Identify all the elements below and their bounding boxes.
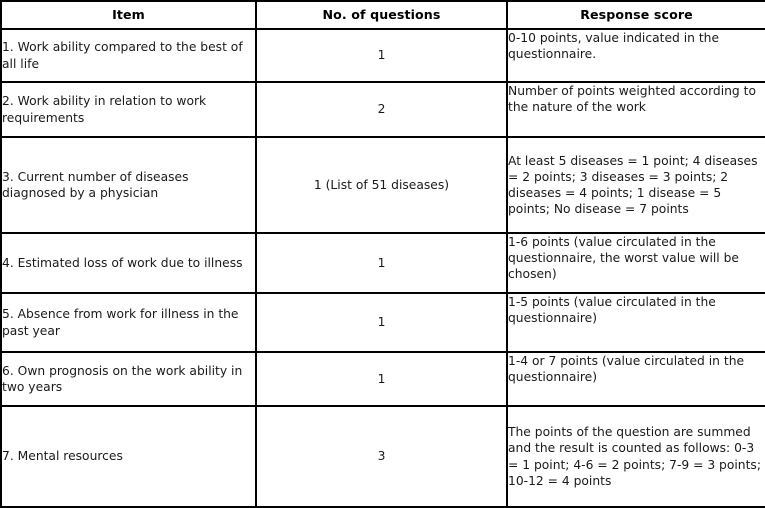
cell-item: 3. Current number of diseases diagnosed by a physician [1, 137, 256, 233]
column-header-score: Response score [507, 1, 765, 29]
table-row [1, 352, 765, 406]
cell-questions: 1 [256, 233, 507, 293]
cell-score: 1-4 or 7 points (value circulated in the questionnaire) [507, 352, 765, 406]
cell-score: At least 5 diseases = 1 point; 4 diseases = 2 points; 3 diseases = 3 points; 2 diseases = 4 points; 1 disease = 5 points; No disease = 7 points [507, 137, 765, 233]
cell-score: 0-10 points, value indicated in the questionnaire. [507, 29, 765, 82]
table-row [1, 137, 765, 233]
table-row [1, 29, 765, 82]
cell-item: 7. Mental resources [1, 406, 256, 507]
cell-score: Number of points weighted according to the nature of the work [507, 82, 765, 137]
cell-item: 1. Work ability compared to the best of all life [1, 29, 256, 82]
cell-questions: 1 (List of 51 diseases) [256, 137, 507, 233]
cell-item: 2. Work ability in relation to work requirements [1, 82, 256, 137]
table-row [1, 406, 765, 507]
column-header-item: Item [1, 1, 256, 29]
table-header [1, 1, 765, 29]
table-body [1, 29, 765, 507]
table-header-row [1, 1, 765, 29]
cell-questions: 2 [256, 82, 507, 137]
cell-item: 6. Own prognosis on the work ability in two years [1, 352, 256, 406]
cell-score: 1-5 points (value circulated in the questionnaire) [507, 293, 765, 352]
table-row [1, 293, 765, 352]
cell-score: The points of the question are summed and the result is counted as follows: 0-3 = 1 point; 4-6 = 2 points; 7-9 = 3 points; 10-12 = 4 points [507, 406, 765, 507]
cell-questions: 1 [256, 352, 507, 406]
cell-item: 5. Absence from work for illness in the past year [1, 293, 256, 352]
column-header-questions: No. of questions [256, 1, 507, 29]
cell-questions: 1 [256, 29, 507, 82]
cell-item: 4. Estimated loss of work due to illness [1, 233, 256, 293]
table-row [1, 233, 765, 293]
cell-questions: 1 [256, 293, 507, 352]
cell-score: 1-6 points (value circulated in the questionnaire, the worst value will be chosen) [507, 233, 765, 293]
cell-questions: 3 [256, 406, 507, 507]
table-row [1, 82, 765, 137]
